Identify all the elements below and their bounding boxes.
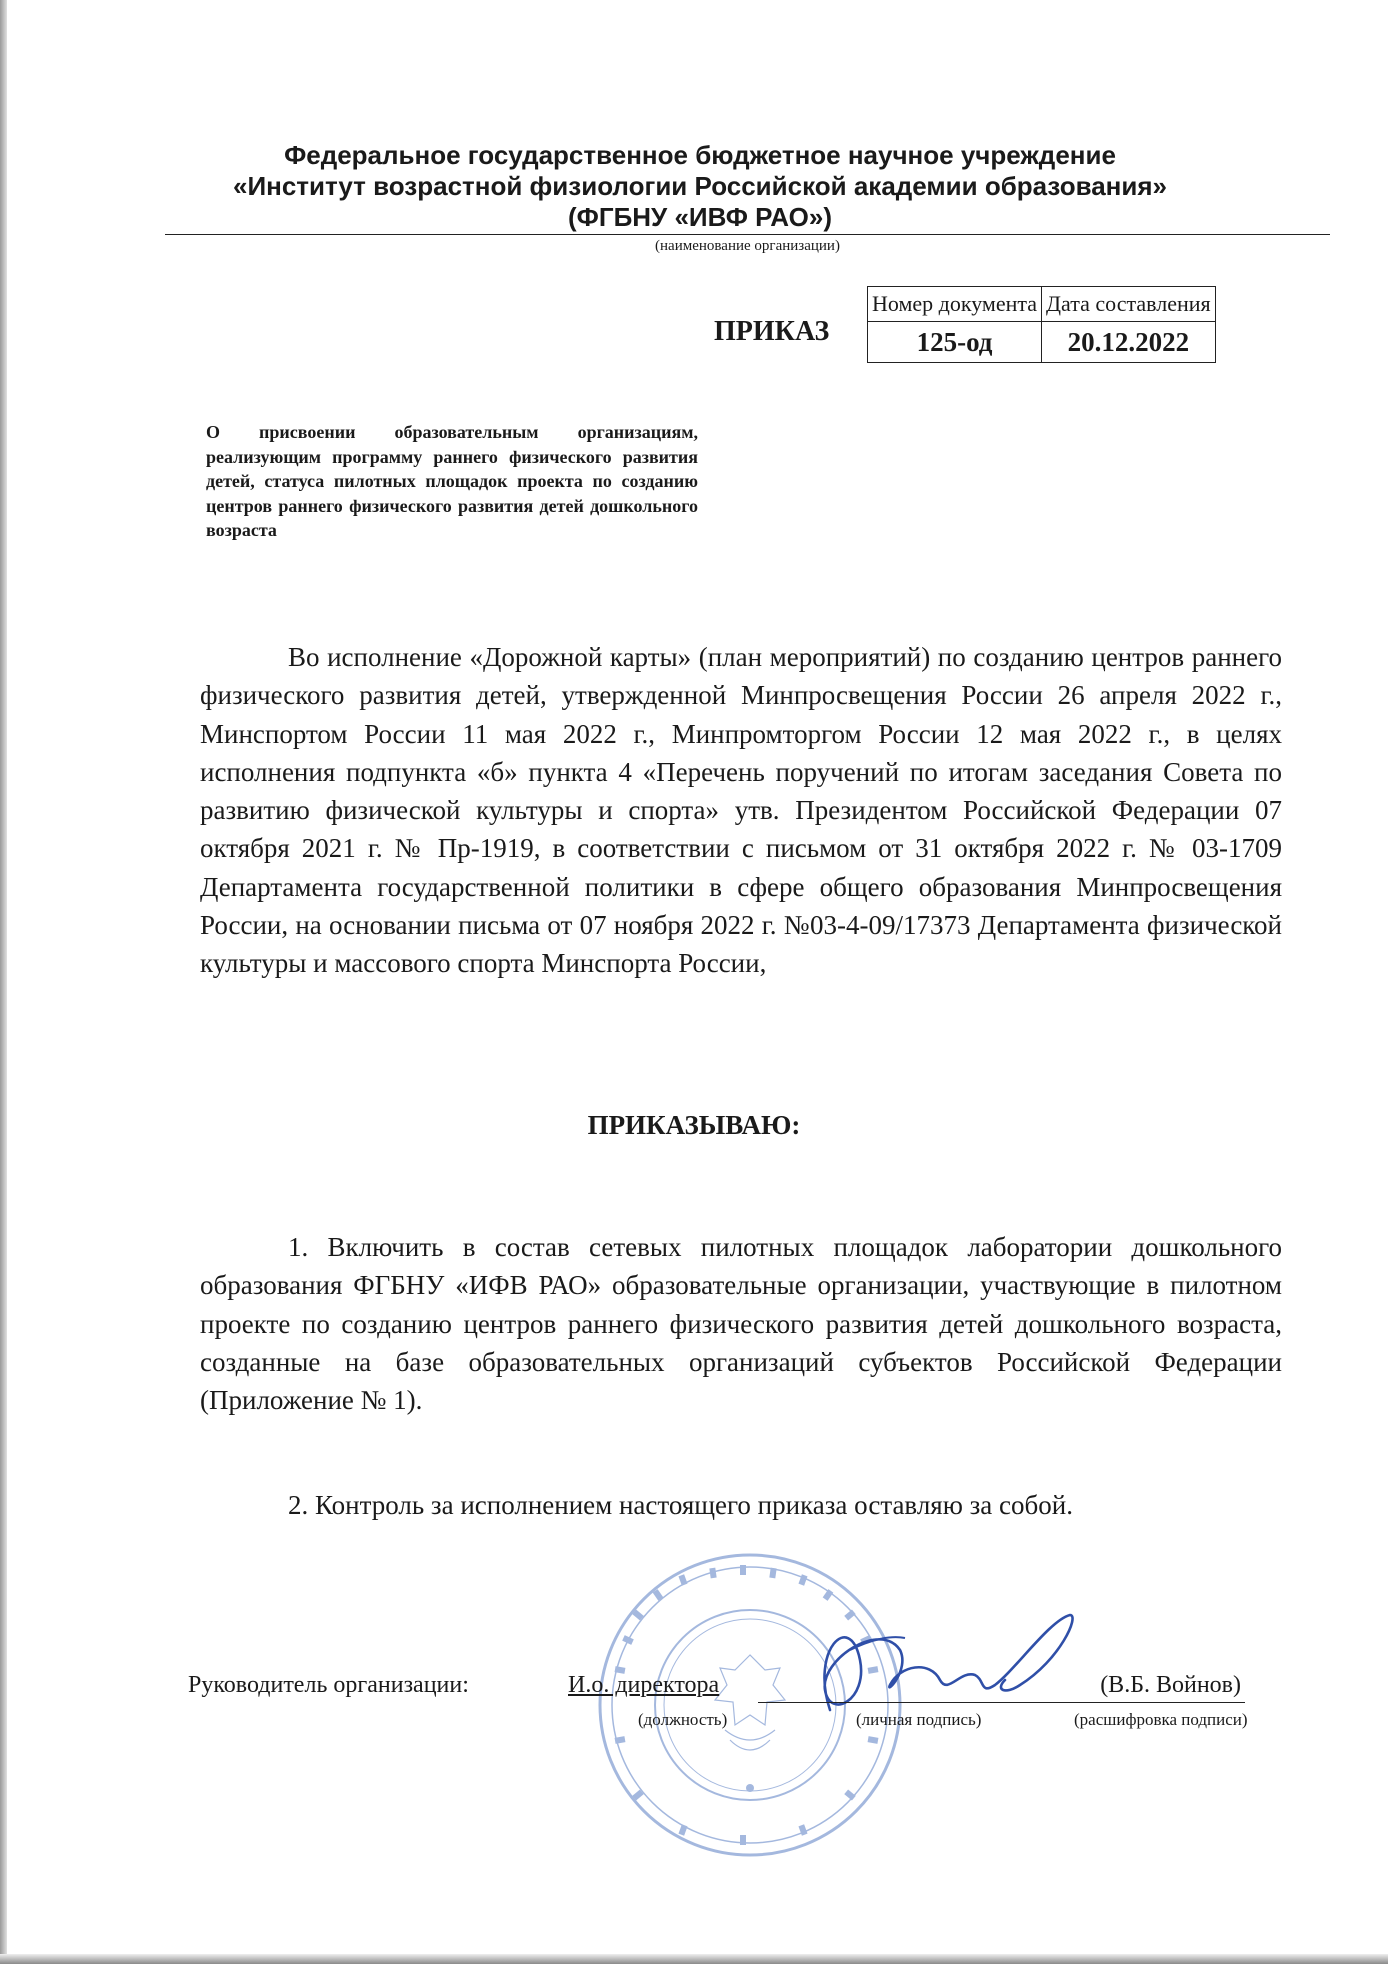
position-caption: (должность) (638, 1710, 728, 1729)
name-line (1045, 1702, 1245, 1703)
organization-header (150, 140, 1250, 233)
signature-caption: (личная подпись) (856, 1710, 982, 1729)
signature-line (758, 1702, 1045, 1703)
signer-name: (В.Б. Войнов) (1100, 1672, 1241, 1698)
date-header: Дата составления (1042, 287, 1216, 322)
order-heading: ПРИКАЗЫВАЮ: (587, 1110, 801, 1140)
organization-caption: (наименование организации) (655, 238, 840, 254)
preamble-paragraph: Во исполнение «Дорожной карты» (план мероприятий) по созданию центров раннего физического развития детей, утвержденной Минпросвещения России 26 апреля 2022 г., Минспортом России 11 мая 2022 г., Минпромторгом России 12 мая 2022 г., в целях исполнения подпункта «б» пункта 4 «Перечень поручений по итогам заседания Совета по развитию физической культуры и спорта» утв. Президентом Российской Федерации 07 октября 2021 г. № Пр-1919, в соответствии с письмом от 31 октября 2022 г. № 03-1709 Департамента государственной политики в сфере общего образования Минпросвещения России, на основании письма от 07 ноября 2022 г. №03-4-09/17373 Департамента физической культуры и массового спорта Минспорта России, (200, 642, 1282, 979)
signer-position: И.о. директора (568, 1672, 720, 1698)
document-type: ПРИКАЗ (714, 316, 830, 347)
organization-line-3: (ФГБНУ «ИВФ РАО») (568, 202, 832, 232)
order-item-1: 1. Включить в состав сетевых пилотных площадок лаборатории дошкольного образования ФГБНУ «ИФВ РАО» образовательные организации, участвующие в пилотном проекте по созданию центров раннего физического развития детей дошкольного возраста, созданные на базе образовательных организаций субъектов Российской Федерации (Приложение № 1). (200, 1232, 1282, 1416)
signature-label: Руководитель организации: (188, 1672, 469, 1698)
scan-bottom-edge (0, 1954, 1388, 1964)
order-item-2: 2. Контроль за исполнением настоящего приказа оставляю за собой. (288, 1490, 1073, 1520)
document-info-table (867, 286, 1216, 363)
organization-line-2: «Институт возрастной физиологии Российской академии образования» (232, 171, 1168, 201)
organization-underline (165, 234, 1330, 235)
document-number: 125-од (868, 322, 1042, 363)
name-caption: (расшифровка подписи) (1074, 1710, 1248, 1729)
organization-line-1: Федеральное государственное бюджетное научное учреждение (284, 140, 1116, 170)
document-date: 20.12.2022 (1042, 322, 1216, 363)
number-header: Номер документа (868, 287, 1042, 322)
scan-left-edge (0, 0, 7, 1964)
order-subject: О присвоении образовательным организациям, реализующим программу раннего физического развития детей, статуса пилотных площадок проекта по созданию центров раннего физического развития детей дошкольного возраста (206, 422, 698, 540)
